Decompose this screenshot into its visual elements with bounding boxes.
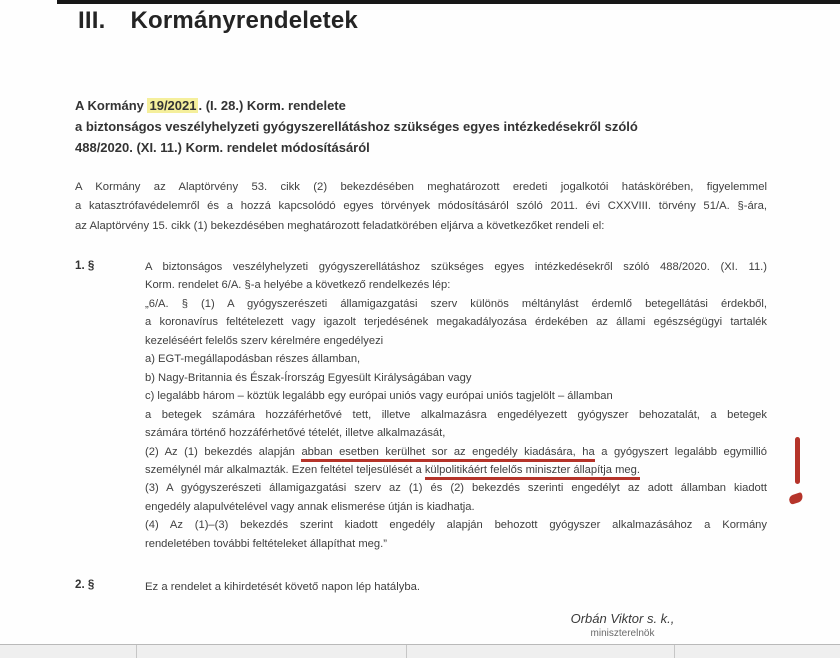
section2-body: Ez a rendelet a kihirdetését követő napon lép hatályba. (145, 581, 421, 593)
text-line: A Kormány az Alaptörvény 53. cikk (2) bekezdésében meghatározott eredeti jogalkotói hatáskörében, figyelemmel (75, 181, 767, 193)
cropped-table-cell (136, 645, 406, 658)
section1-body (145, 258, 767, 553)
text-line: személynél már alkalmazták. Ezen feltétel teljesülését a külpolitikáért felelős miniszter állapítja meg. (145, 461, 767, 479)
text-line: c) legalább három – köztük legalább egy európai uniós vagy európai uniós tagjelölt – államban (145, 390, 613, 403)
text-line: „6/A. § (1) A gyógyszerészeti államigazgatási szerv különös méltánylást érdemlő betegellátási érdekből, (145, 297, 767, 310)
chapter-numeral: III. (78, 7, 106, 34)
decree-title-line2: a biztonságos veszélyhelyzeti gyógyszerellátáshoz szükséges egyes intézkedésekről szóló (75, 119, 638, 134)
text-line: a betegek számára hozzáférhetővé tett, illetve alkalmazásra engedélyezett gyógyszer behozatalát, a betegek (145, 408, 767, 421)
decree-title-line3: 488/2020. (XI. 11.) Korm. rendelet módosításáról (75, 140, 370, 155)
chapter-title: Kormányrendeletek (130, 7, 358, 34)
signature-block (520, 611, 725, 639)
cropped-table-top (0, 644, 840, 658)
highlighted-decree-number: 19/2021 (149, 98, 197, 113)
text-line: a) EGT-megállapodásban részes államban, (145, 353, 361, 366)
text-line: a koronavírus feltételezett vagy igazolt terjedésének megakadályozása érdekében az állami egészségügyi tartalék (145, 316, 767, 329)
decree-title-line1: A Kormány 19/2021 . (I. 28.) Korm. rendelete (75, 98, 346, 113)
cropped-table-cell (0, 645, 136, 658)
top-rule-bar (57, 0, 840, 4)
cropped-table-cell (406, 645, 674, 658)
decree-title (75, 95, 775, 158)
text-line: b) Nagy-Britannia és Észak-Írország Egyesült Királyságában vagy (145, 371, 472, 384)
preamble-paragraph (75, 178, 767, 236)
red-exclamation-mark-dot (788, 492, 804, 505)
red-underline-annotation: abban esetben kerülhet sor az engedély kiadására, ha (301, 446, 594, 462)
cropped-table-cell (674, 645, 840, 658)
section2-label: 2. § (75, 578, 95, 591)
red-exclamation-mark-bar (795, 437, 800, 484)
text-line: engedély alapulvételével vagy annak elismerése útján is kiadhatja. (145, 500, 475, 513)
red-underline-annotation: külpolitikáért felelős miniszter állapítja meg. (425, 464, 640, 480)
signatory-role: miniszterelnök (590, 628, 655, 639)
text-line: Korm. rendelet 6/A. §-a helyébe a következő rendelkezés lép: (145, 279, 451, 292)
text-line: kezeléséért felelős szerv kérelmére engedélyezi (145, 334, 384, 347)
section1-label: 1. § (75, 259, 95, 272)
chapter-heading (78, 7, 358, 35)
text-line: számára történő hozzáférhetővé tételét, illetve alkalmazását, (145, 427, 446, 440)
text-line: a katasztrófavédelemről és a hozzá kapcsolódó egyes törvények módosításáról szóló 2011. évi CXXVIII. törvény 51/A. §-ára, (75, 200, 767, 213)
text-line: rendeletében további feltételeket állapíthat meg.” (145, 537, 387, 550)
text-line: az Alaptörvény 15. cikk (1) bekezdésében meghatározott feladatkörében eljárva a következőket rendeli el: (75, 219, 605, 232)
text-line: (4) Az (1)–(3) bekezdés szerint kiadott engedély alapján behozott gyógyszer alkalmazásához a Kormány (145, 519, 767, 532)
text-line: (2) Az (1) bekezdés alapján abban esetben kerülhet sor az engedély kiadására, ha a gyógyszert legalább egymillió (145, 443, 767, 461)
text-line: A biztonságos veszélyhelyzeti gyógyszerellátáshoz szükséges egyes intézkedésekről szóló 488/2020. (XI. 11.) (145, 261, 767, 273)
signatory-name: Orbán Viktor s. k., (570, 611, 675, 626)
text-line: (3) A gyógyszerészeti államigazgatási szerv az (1) és (2) bekezdés szerinti engedélyt az adott államban kiadott (145, 482, 767, 495)
